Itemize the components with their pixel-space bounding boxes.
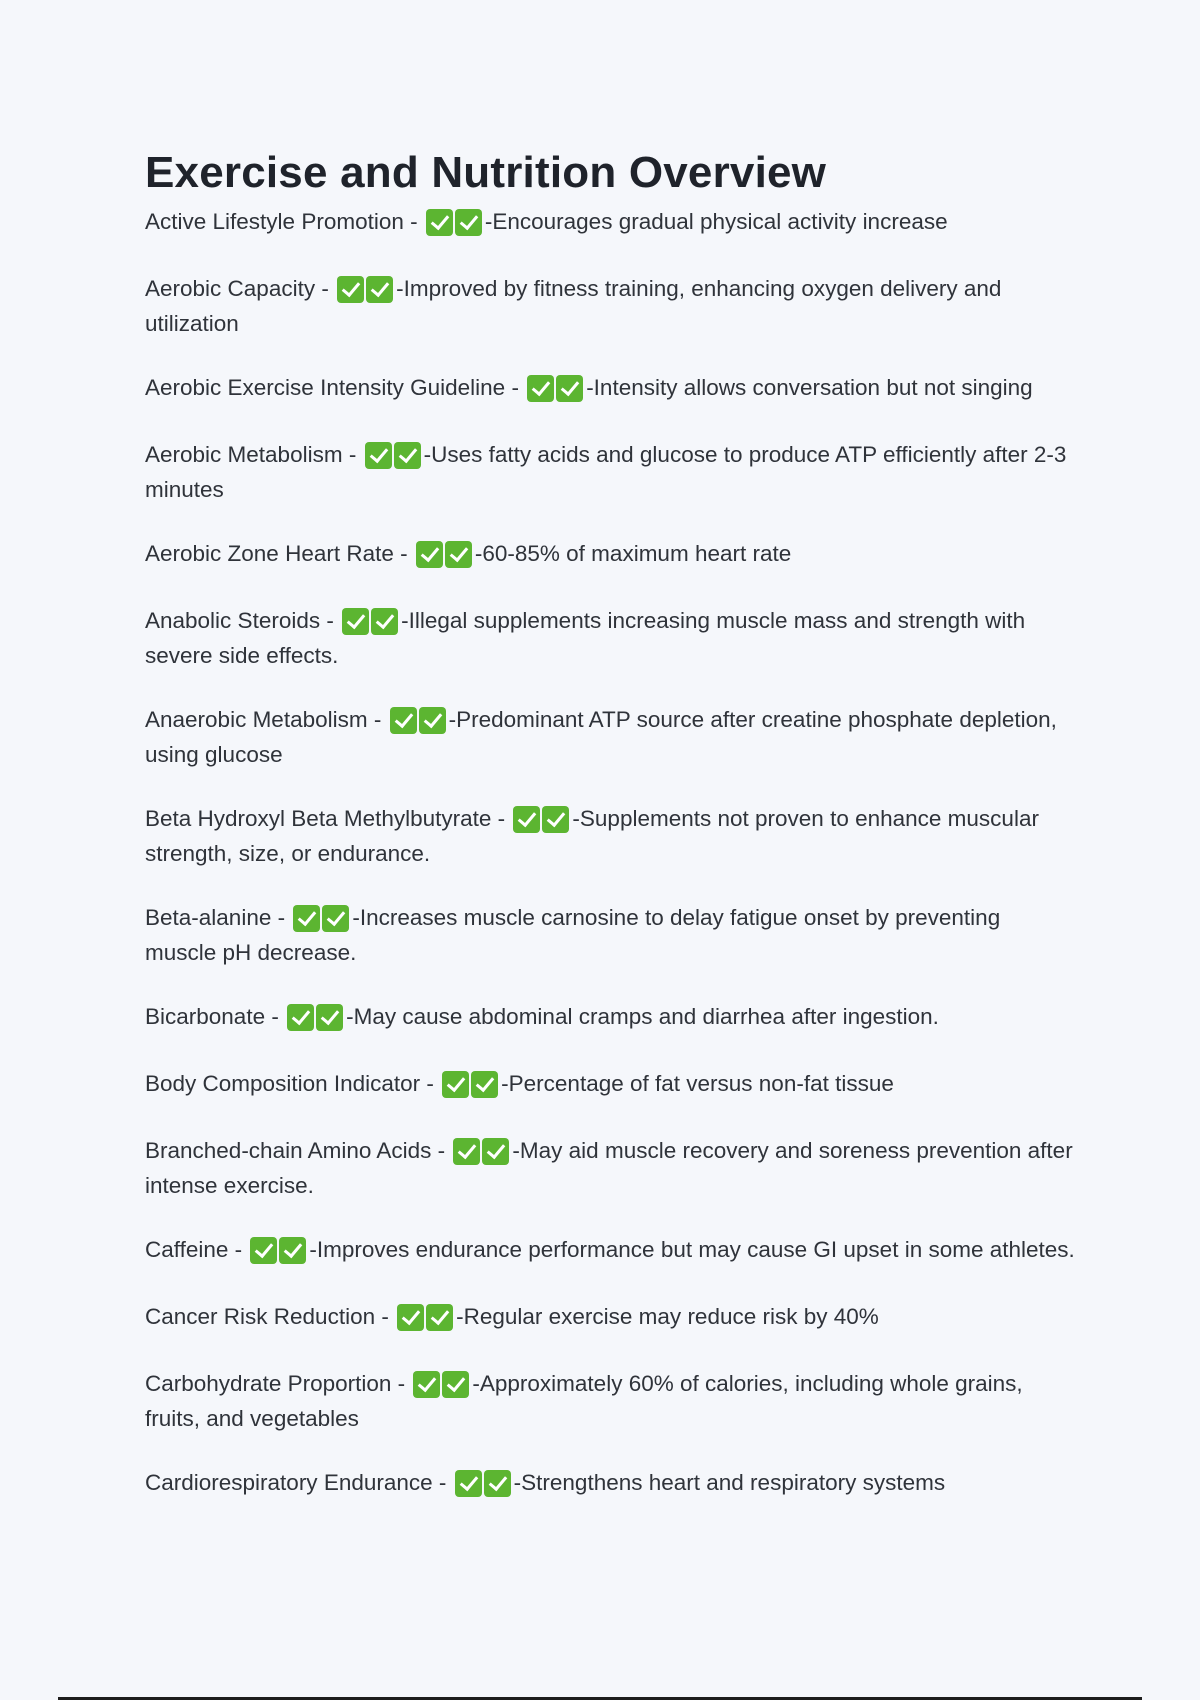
entry-separator: - [431, 1138, 452, 1163]
entry-term: Anabolic Steroids [145, 608, 321, 633]
entry-separator: - [367, 707, 388, 732]
entry-definition: -Percentage of fat versus non-fat tissue [501, 1071, 894, 1096]
entry-definition: -Encourages gradual physical activity increase [484, 209, 948, 234]
check-marks [416, 541, 474, 573]
check-marks [455, 1470, 513, 1502]
list-item [145, 902, 1075, 969]
entry-term: Cancer Risk Reduction [145, 1304, 376, 1329]
check-mark-icon [366, 276, 393, 303]
list-item [145, 1301, 1075, 1336]
entry-definition: -Regular exercise may reduce risk by 40% [456, 1304, 879, 1329]
check-mark-icon [527, 375, 554, 402]
check-mark-icon [371, 608, 398, 635]
list-item [145, 1368, 1075, 1435]
check-mark-icon [426, 1304, 453, 1331]
list-item [145, 1234, 1075, 1269]
check-mark-icon [279, 1237, 306, 1264]
entry-separator: - [228, 1237, 249, 1262]
entry-separator: - [265, 1004, 286, 1029]
entry-separator: - [315, 276, 336, 301]
entry-definition: -Illegal supplements increasing muscle mass and strength with severe side effects. [145, 608, 1026, 668]
entry-term: Carbohydrate Proportion [145, 1371, 392, 1396]
entry-separator: - [342, 442, 363, 467]
entry-separator: - [393, 541, 414, 566]
entry-definition: -Uses fatty acids and glucose to produce ATP efficiently after 2-3 minutes [145, 442, 1067, 502]
entry-separator: - [505, 375, 526, 400]
list-item [145, 372, 1075, 407]
entry-term: Bicarbonate [145, 1004, 266, 1029]
check-mark-icon [419, 707, 446, 734]
check-marks [337, 276, 395, 308]
entry-definition: -Approximately 60% of calories, including whole grains, fruits, and vegetables [145, 1371, 1023, 1431]
check-mark-icon [394, 442, 421, 469]
entry-definition: -Improved by fitness training, enhancing oxygen delivery and utilization [145, 276, 1002, 336]
entry-definition: -Intensity allows conversation but not singing [586, 375, 1033, 400]
check-mark-icon [442, 1371, 469, 1398]
entry-separator: - [491, 806, 512, 831]
check-marks [453, 1138, 511, 1170]
check-mark-icon [287, 1004, 314, 1031]
check-mark-icon [453, 1138, 480, 1165]
entry-definition: -Supplements not proven to enhance muscular strength, size, or endurance. [145, 806, 1039, 866]
check-mark-icon [442, 1071, 469, 1098]
list-item [145, 538, 1075, 573]
check-mark-icon [513, 806, 540, 833]
entry-separator: - [391, 1371, 412, 1396]
entry-separator: - [271, 905, 292, 930]
check-mark-icon [556, 375, 583, 402]
check-marks [293, 905, 351, 937]
check-mark-icon [293, 905, 320, 932]
check-mark-icon [455, 209, 482, 236]
entry-definition: -May cause abdominal cramps and diarrhea after ingestion. [346, 1004, 939, 1029]
entry-separator: - [403, 209, 424, 234]
check-marks [390, 707, 448, 739]
check-marks [342, 608, 400, 640]
entry-definition: -Predominant ATP source after creatine phosphate depletion, using glucose [145, 707, 1057, 767]
check-marks [413, 1371, 471, 1403]
list-item [145, 1135, 1075, 1202]
check-marks [442, 1071, 500, 1103]
entry-term: Aerobic Capacity [145, 276, 316, 301]
entry-term: Body Composition Indicator [145, 1071, 421, 1096]
entry-term: Beta-alanine [145, 905, 272, 930]
entry-definition: -May aid muscle recovery and soreness prevention after intense exercise. [145, 1138, 1073, 1198]
list-item [145, 273, 1075, 340]
list-item [145, 1068, 1075, 1103]
check-mark-icon [337, 276, 364, 303]
check-mark-icon [455, 1470, 482, 1497]
entry-term: Aerobic Metabolism [145, 442, 343, 467]
check-mark-icon [413, 1371, 440, 1398]
check-mark-icon [471, 1071, 498, 1098]
check-marks [287, 1004, 345, 1036]
entry-term: Beta Hydroxyl Beta Methylbutyrate [145, 806, 492, 831]
check-mark-icon [542, 806, 569, 833]
entry-definition: -Strengthens heart and respiratory systems [513, 1470, 946, 1495]
check-marks [513, 806, 571, 838]
entry-term: Caffeine [145, 1237, 229, 1262]
list-item [145, 1001, 1075, 1036]
check-mark-icon [250, 1237, 277, 1264]
list-item [145, 1467, 1075, 1502]
entry-term: Aerobic Exercise Intensity Guideline [145, 375, 506, 400]
check-mark-icon [482, 1138, 509, 1165]
entry-term: Branched-chain Amino Acids [145, 1138, 432, 1163]
entry-term: Anaerobic Metabolism [145, 707, 368, 732]
list-item [145, 206, 1075, 241]
entry-list [145, 206, 1075, 1502]
list-item [145, 605, 1075, 672]
check-mark-icon [397, 1304, 424, 1331]
page-title: Exercise and Nutrition Overview [145, 148, 827, 197]
entry-term: Active Lifestyle Promotion [145, 209, 404, 234]
check-mark-icon [322, 905, 349, 932]
entry-definition: -Increases muscle carnosine to delay fatigue onset by preventing muscle pH decrease. [145, 905, 1001, 965]
entry-separator: - [432, 1470, 453, 1495]
check-mark-icon [342, 608, 369, 635]
list-item [145, 439, 1075, 506]
entry-definition: -60-85% of maximum heart rate [474, 541, 792, 566]
entry-term: Aerobic Zone Heart Rate [145, 541, 394, 566]
check-mark-icon [426, 209, 453, 236]
entry-separator: - [320, 608, 341, 633]
check-marks [365, 442, 423, 474]
entry-separator: - [420, 1071, 441, 1096]
check-marks [426, 209, 484, 241]
entry-definition: -Improves endurance performance but may cause GI upset in some athletes. [309, 1237, 1075, 1262]
check-marks [397, 1304, 455, 1336]
check-mark-icon [416, 541, 443, 568]
check-mark-icon [390, 707, 417, 734]
entry-separator: - [375, 1304, 396, 1329]
check-mark-icon [316, 1004, 343, 1031]
entry-term: Cardiorespiratory Endurance [145, 1470, 433, 1495]
check-marks [250, 1237, 308, 1269]
check-marks [527, 375, 585, 407]
check-mark-icon [484, 1470, 511, 1497]
list-item [145, 704, 1075, 771]
check-mark-icon [445, 541, 472, 568]
check-mark-icon [365, 442, 392, 469]
list-item [145, 803, 1075, 870]
document-content [145, 148, 1075, 1534]
